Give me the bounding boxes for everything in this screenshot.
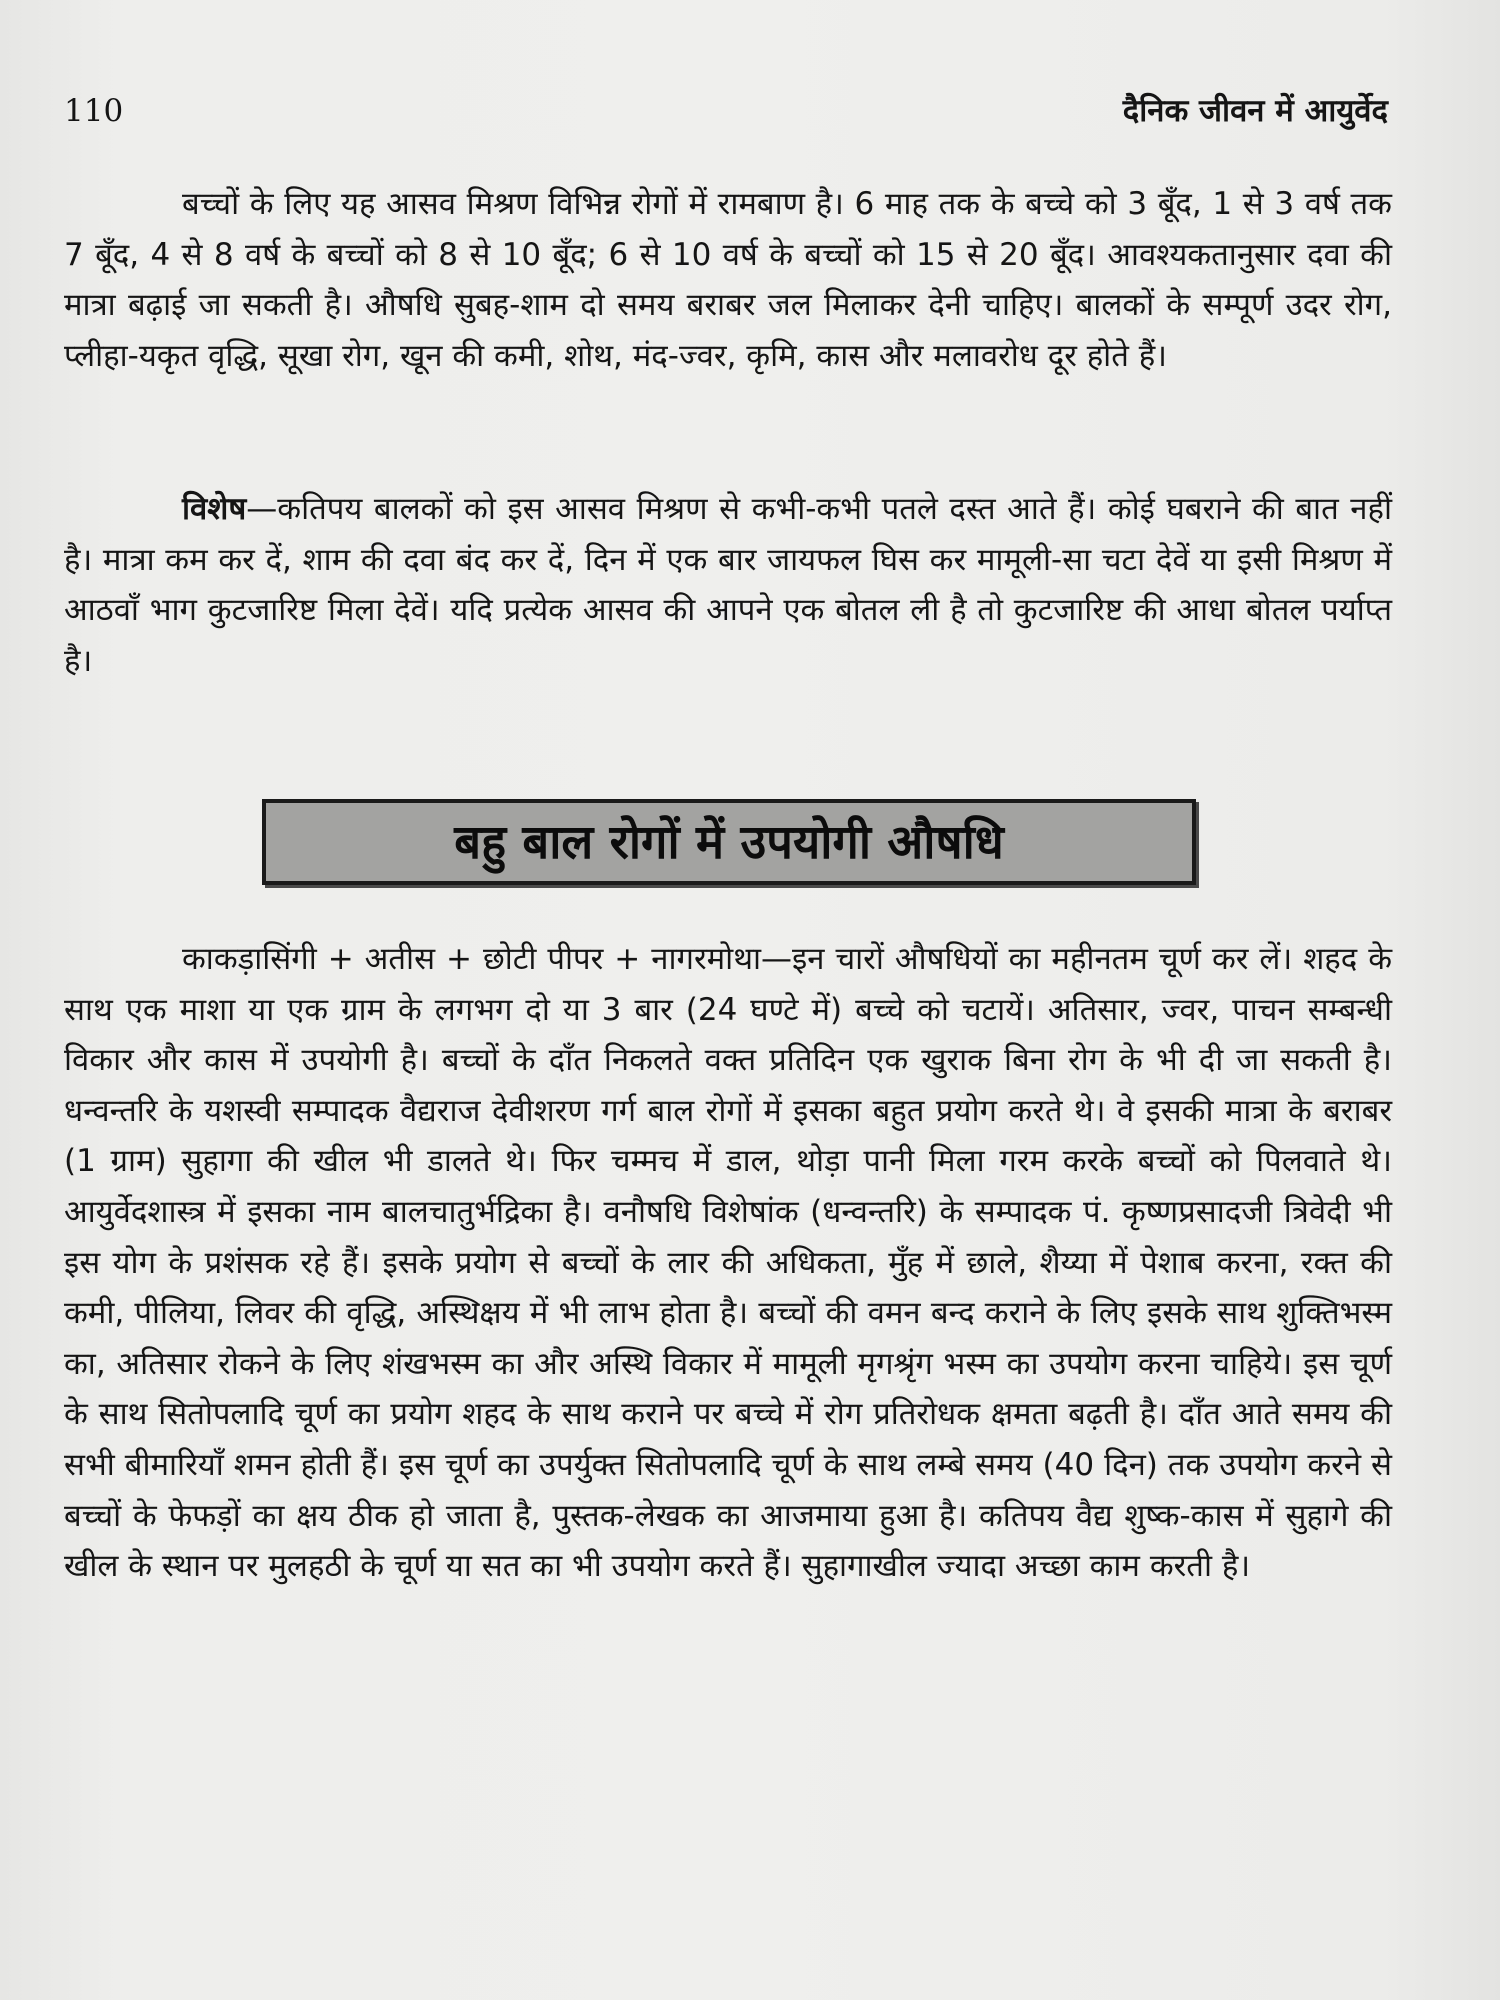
remedy-paragraph-block [64, 934, 1392, 1592]
note-paragraph-block [64, 484, 1392, 686]
page-number: 110 [64, 93, 124, 129]
note-text: —कतिपय बालकों को इस आसव मिश्रण से कभी-कभी पतले दस्त आते हैं। कोई घबराने की बात नहीं है। मात्रा कम कर दें, शाम की दवा बंद कर दें, दिन में एक बार जायफल घिस कर मामूली-सा चटा देवें या इसी मिश्रण में आठवाँ भाग कुटजारिष्ट मिला देवें। यदि प्रत्येक आसव की आपने एक बोतल ली है तो कुटजारिष्ट की आधा बोतल पर्याप्त है। [64, 491, 1392, 679]
intro-paragraph-block [64, 179, 1392, 381]
remedy-paragraph: काकड़ासिंगी + अतीस + छोटी पीपर + नागरमोथा—इन चारों औषधियों का महीनतम चूर्ण कर लें। शहद के साथ एक माशा या एक ग्राम के लगभग दो या 3 बार (24 घण्टे में) बच्चे को चटायें। अतिसार, ज्वर, पाचन सम्बन्धी विकार और कास में उपयोगी है। बच्चों के दाँत निकलते वक्त प्रतिदिन एक खुराक बिना रोग के भी दी जा सकती है। धन्वन्तरि के यशस्वी सम्पादक वैद्यराज देवीशरण गर्ग बाल रोगों में इसका बहुत प्रयोग करते थे। वे इसकी मात्रा के बराबर (1 ग्राम) सुहागा की खील भी डालते थे। फिर चम्मच में डाल, थोड़ा पानी मिला गरम करके बच्चों को पिलवाते थे। आयुर्वेदशास्त्र में इसका नाम बालचातुर्भद्रिका है। वनौषधि विशेषांक (धन्वन्तरि) के सम्पादक पं. कृष्णप्रसादजी त्रिवेदी भी इस योग के प्रशंसक रहे हैं। इसके प्रयोग से बच्चों के लार की अधिकता, मुँह में छाले, शैय्या में पेशाब करना, रक्त की कमी, पीलिया, लिवर की वृद्धि, अस्थिक्षय में भी लाभ होता है। बच्चों की वमन बन्द कराने के लिए इसके साथ शुक्तिभस्म का, अतिसार रोकने के लिए शंखभस्म का और अस्थि विकार में मामूली मृगश्रृंग भस्म का उपयोग करना चाहिये। इस चूर्ण के साथ सितोपलादि चूर्ण का प्रयोग शहद के साथ कराने पर बच्चे में रोग प्रतिरोधक क्षमता बढ़ती है। दाँत आते समय की सभी बीमारियाँ शमन होती हैं। इस चूर्ण का उपर्युक्त सितोपलादि चूर्ण के साथ लम्बे समय (40 दिन) तक उपयोग करने से बच्चों के फेफड़ों का क्षय ठीक हो जाता है, पुस्तक-लेखक का आजमाया हुआ है। कतिपय वैद्य शुष्क-कास में सुहागे की खील के स्थान पर मुलहठी के चूर्ण या सत का भी उपयोग करते हैं। सुहागाखील ज्यादा अच्छा काम करती है। [64, 941, 1392, 1585]
book-title: दैनिक जीवन में आयुर्वेद [1122, 93, 1388, 129]
intro-paragraph: बच्चों के लिए यह आसव मिश्रण विभिन्न रोगों में रामबाण है। 6 माह तक के बच्चे को 3 बूँद, 1 से 3 वर्ष तक 7 बूँद, 4 से 8 वर्ष के बच्चों को 8 से 10 बूँद; 6 से 10 वर्ष के बच्चों को 15 से 20 बूँद। आवश्यकतानुसार दवा की मात्रा बढ़ाई जा सकती है। औषधि सुबह-शाम दो समय बराबर जल मिलाकर देनी चाहिए। बालकों के सम्पूर्ण उदर रोग, प्लीहा-यकृत वृद्धि, सूखा रोग, खून की कमी, शोथ, मंद-ज्वर, कृमि, कास और मलावरोध दूर होते हैं। [64, 186, 1392, 374]
section-heading-box [262, 799, 1196, 885]
note-paragraph [64, 484, 1392, 686]
note-label: विशेष [182, 491, 247, 527]
section-heading: बहु बाल रोगों में उपयोगी औषधि [454, 814, 1004, 870]
running-header [64, 88, 1388, 134]
